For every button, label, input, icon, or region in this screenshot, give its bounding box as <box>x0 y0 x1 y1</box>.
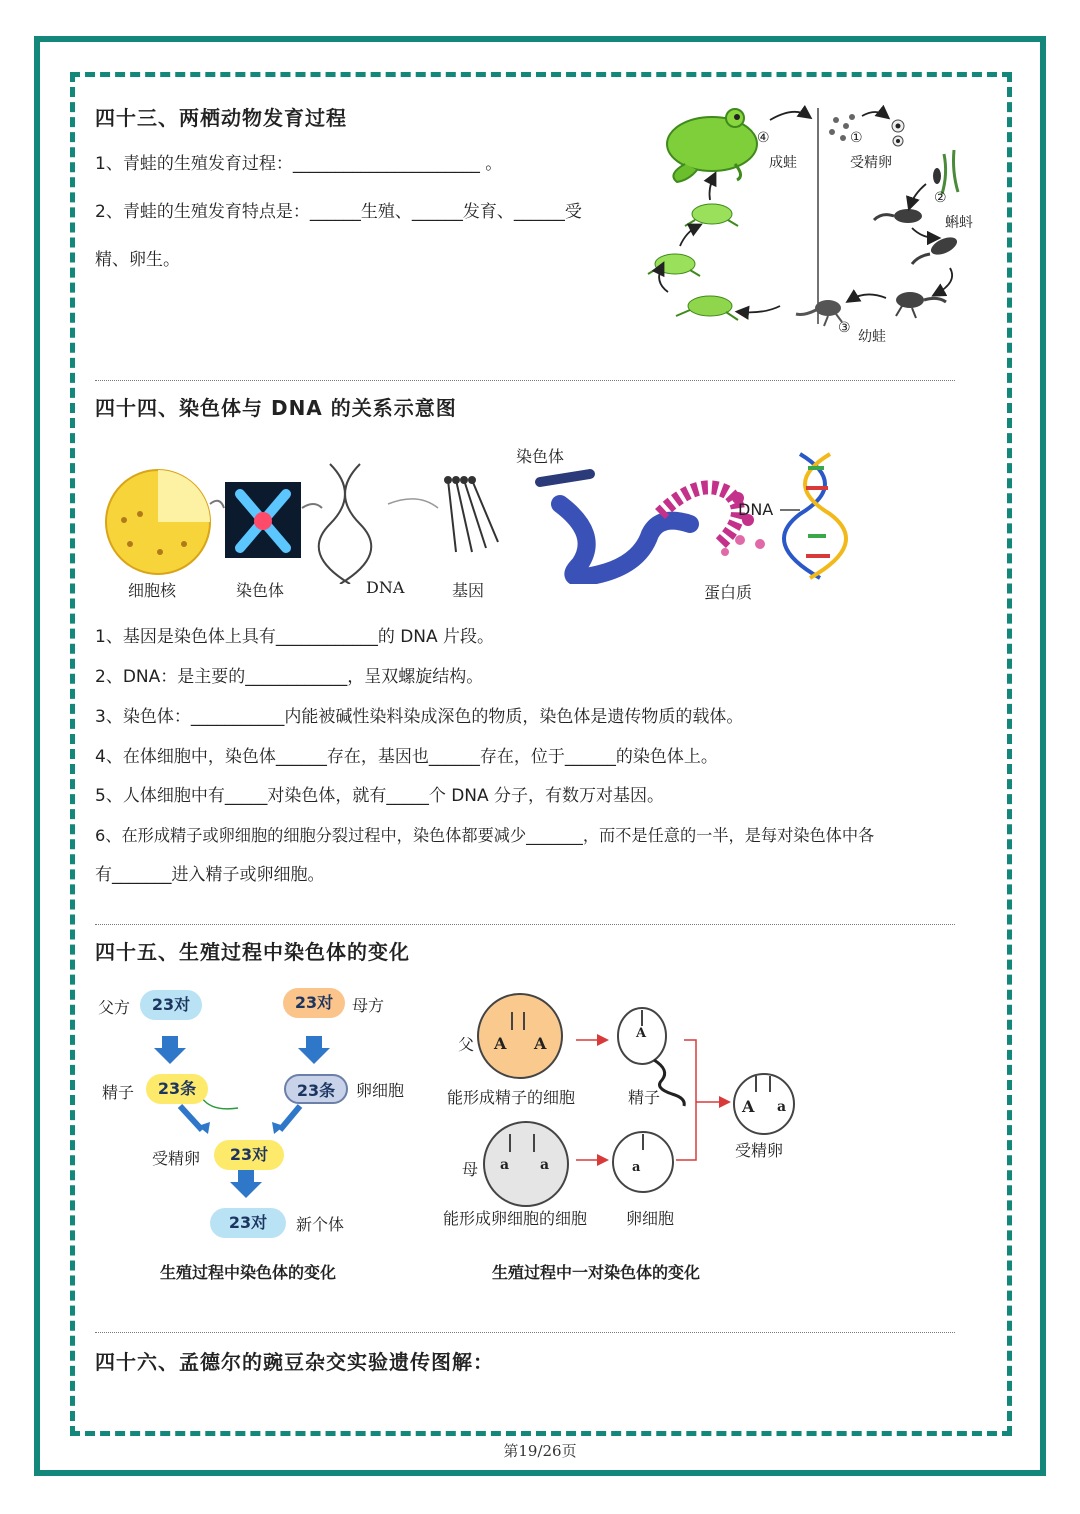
pill-zygote-23: 23对 <box>214 1140 284 1170</box>
caption-right: 生殖过程中一对染色体的变化 <box>492 1263 701 1282</box>
s44-line-5: 5、人体细胞中有_____对染色体，就有_____个 DNA 分子，有数万对基因。 <box>95 786 665 806</box>
gene-zygote-a: a <box>777 1099 787 1115</box>
label-dna: DNA <box>366 578 405 597</box>
label-sperm-2: 精子 <box>628 1088 661 1107</box>
s43-question-1: 1、青蛙的生殖发育过程：______________________ 。 <box>95 154 503 174</box>
gene-sperm-A: A <box>636 1026 647 1041</box>
label-mother: 母 <box>462 1160 479 1179</box>
s44-line-2: 2、DNA：是主要的____________，呈双螺旋结构。 <box>95 667 484 687</box>
pill-sperm-23: 23条 <box>146 1074 208 1104</box>
label-n2: ② <box>934 190 947 206</box>
nucleus-icon <box>106 470 210 574</box>
label-egg-cell: 卵细胞 <box>356 1081 405 1100</box>
s44-line-4: 4、在体细胞中，染色体______存在，基因也______存在，位于______的染色体上。 <box>95 747 718 767</box>
label-gene: 基因 <box>452 581 485 600</box>
pill-egg-23: 23条 <box>284 1074 348 1104</box>
egg-cluster-icon <box>829 114 904 146</box>
label-egg-forming-cell: 能形成卵细胞的细胞 <box>443 1209 588 1228</box>
chromosome-icon <box>225 482 301 558</box>
dna-ribbon-icon <box>784 454 846 578</box>
s44-line-6: 6、在形成精子或卵细胞的细胞分裂过程中，染色体都要减少_______，而不是任意的一半，是每对染色体中各 <box>95 826 875 845</box>
froglet-icon <box>796 300 842 326</box>
egg-forming-cell <box>484 1122 568 1206</box>
label-sperm: 精子 <box>102 1083 135 1102</box>
hatchling-icon <box>933 150 958 194</box>
section-46-title: 四十六、孟德尔的豌豆杂交实验遗传图解： <box>95 1350 494 1374</box>
label-dna-2: DNA <box>738 500 774 519</box>
label-mother-side: 母方 <box>352 996 385 1015</box>
s43-question-2-cont: 精、卵生。 <box>95 250 180 270</box>
s43-question-2: 2、青蛙的生殖发育特点是：______生殖、______发育、______受 <box>95 202 582 222</box>
divider-2 <box>95 924 955 925</box>
section-43-title: 四十三、两栖动物发育过程 <box>95 106 347 130</box>
label-froglet: 幼蛙 <box>858 329 886 345</box>
s44-line-1: 1、基因是染色体上具有____________的 DNA 片段。 <box>95 627 495 647</box>
gene-zygote-A: A <box>742 1097 755 1116</box>
left-flow-arrows <box>140 1030 340 1210</box>
pill-mother-23: 23对 <box>283 988 345 1018</box>
gene-A-2: A <box>534 1034 547 1053</box>
section-44-title: 四十四、染色体与 DNA 的关系示意图 <box>95 396 457 420</box>
sperm-forming-cell <box>478 994 562 1078</box>
label-nucleus: 细胞核 <box>128 581 177 600</box>
pill-new-23: 23对 <box>210 1208 286 1238</box>
label-protein: 蛋白质 <box>704 583 753 602</box>
label-fertilized-egg: 受精卵 <box>850 155 892 171</box>
chromatin-coil-icon <box>540 474 765 577</box>
label-egg-cell-2: 卵细胞 <box>626 1209 675 1228</box>
pill-father-23: 23对 <box>140 990 202 1020</box>
page-number: 第19/26页 <box>503 1442 577 1460</box>
label-n4: ④ <box>757 130 770 146</box>
dna-helix-icon <box>319 464 372 584</box>
label-sperm-cell: 能形成精子的细胞 <box>447 1088 576 1107</box>
label-father: 父 <box>458 1035 475 1054</box>
label-adult-frog: 成蛙 <box>769 155 797 171</box>
divider-1 <box>95 380 955 381</box>
label-chromosome-2: 染色体 <box>516 447 565 466</box>
gene-egg-a: a <box>632 1160 641 1175</box>
label-new-individual: 新个体 <box>296 1215 345 1234</box>
label-zygote-2: 受精卵 <box>735 1141 784 1160</box>
gene-a-2: a <box>540 1157 550 1173</box>
label-chromosome: 染色体 <box>236 581 285 600</box>
s44-line-7: 有_______进入精子或卵细胞。 <box>95 865 325 885</box>
gene-a-1: a <box>500 1157 510 1173</box>
divider-3 <box>95 1332 955 1333</box>
gene-strands-icon <box>445 477 498 552</box>
section-45-title: 四十五、生殖过程中染色体的变化 <box>95 940 410 964</box>
label-zygote: 受精卵 <box>152 1149 201 1168</box>
adult-frog-icon <box>667 109 757 182</box>
gene-A-1: A <box>494 1034 507 1053</box>
label-n1: ① <box>850 130 863 146</box>
tadpole-legs-icon <box>896 292 946 318</box>
s44-line-3: 3、染色体：___________内能被碱性染料染成深色的物质，染色体是遗传物质的载体。 <box>95 707 744 727</box>
label-father-side: 父方 <box>98 998 131 1017</box>
caption-left: 生殖过程中染色体的变化 <box>160 1263 337 1282</box>
label-n3: ③ <box>838 320 851 336</box>
label-tadpole: 蝌蚪 <box>945 215 973 231</box>
small-frog-icons <box>648 204 738 320</box>
